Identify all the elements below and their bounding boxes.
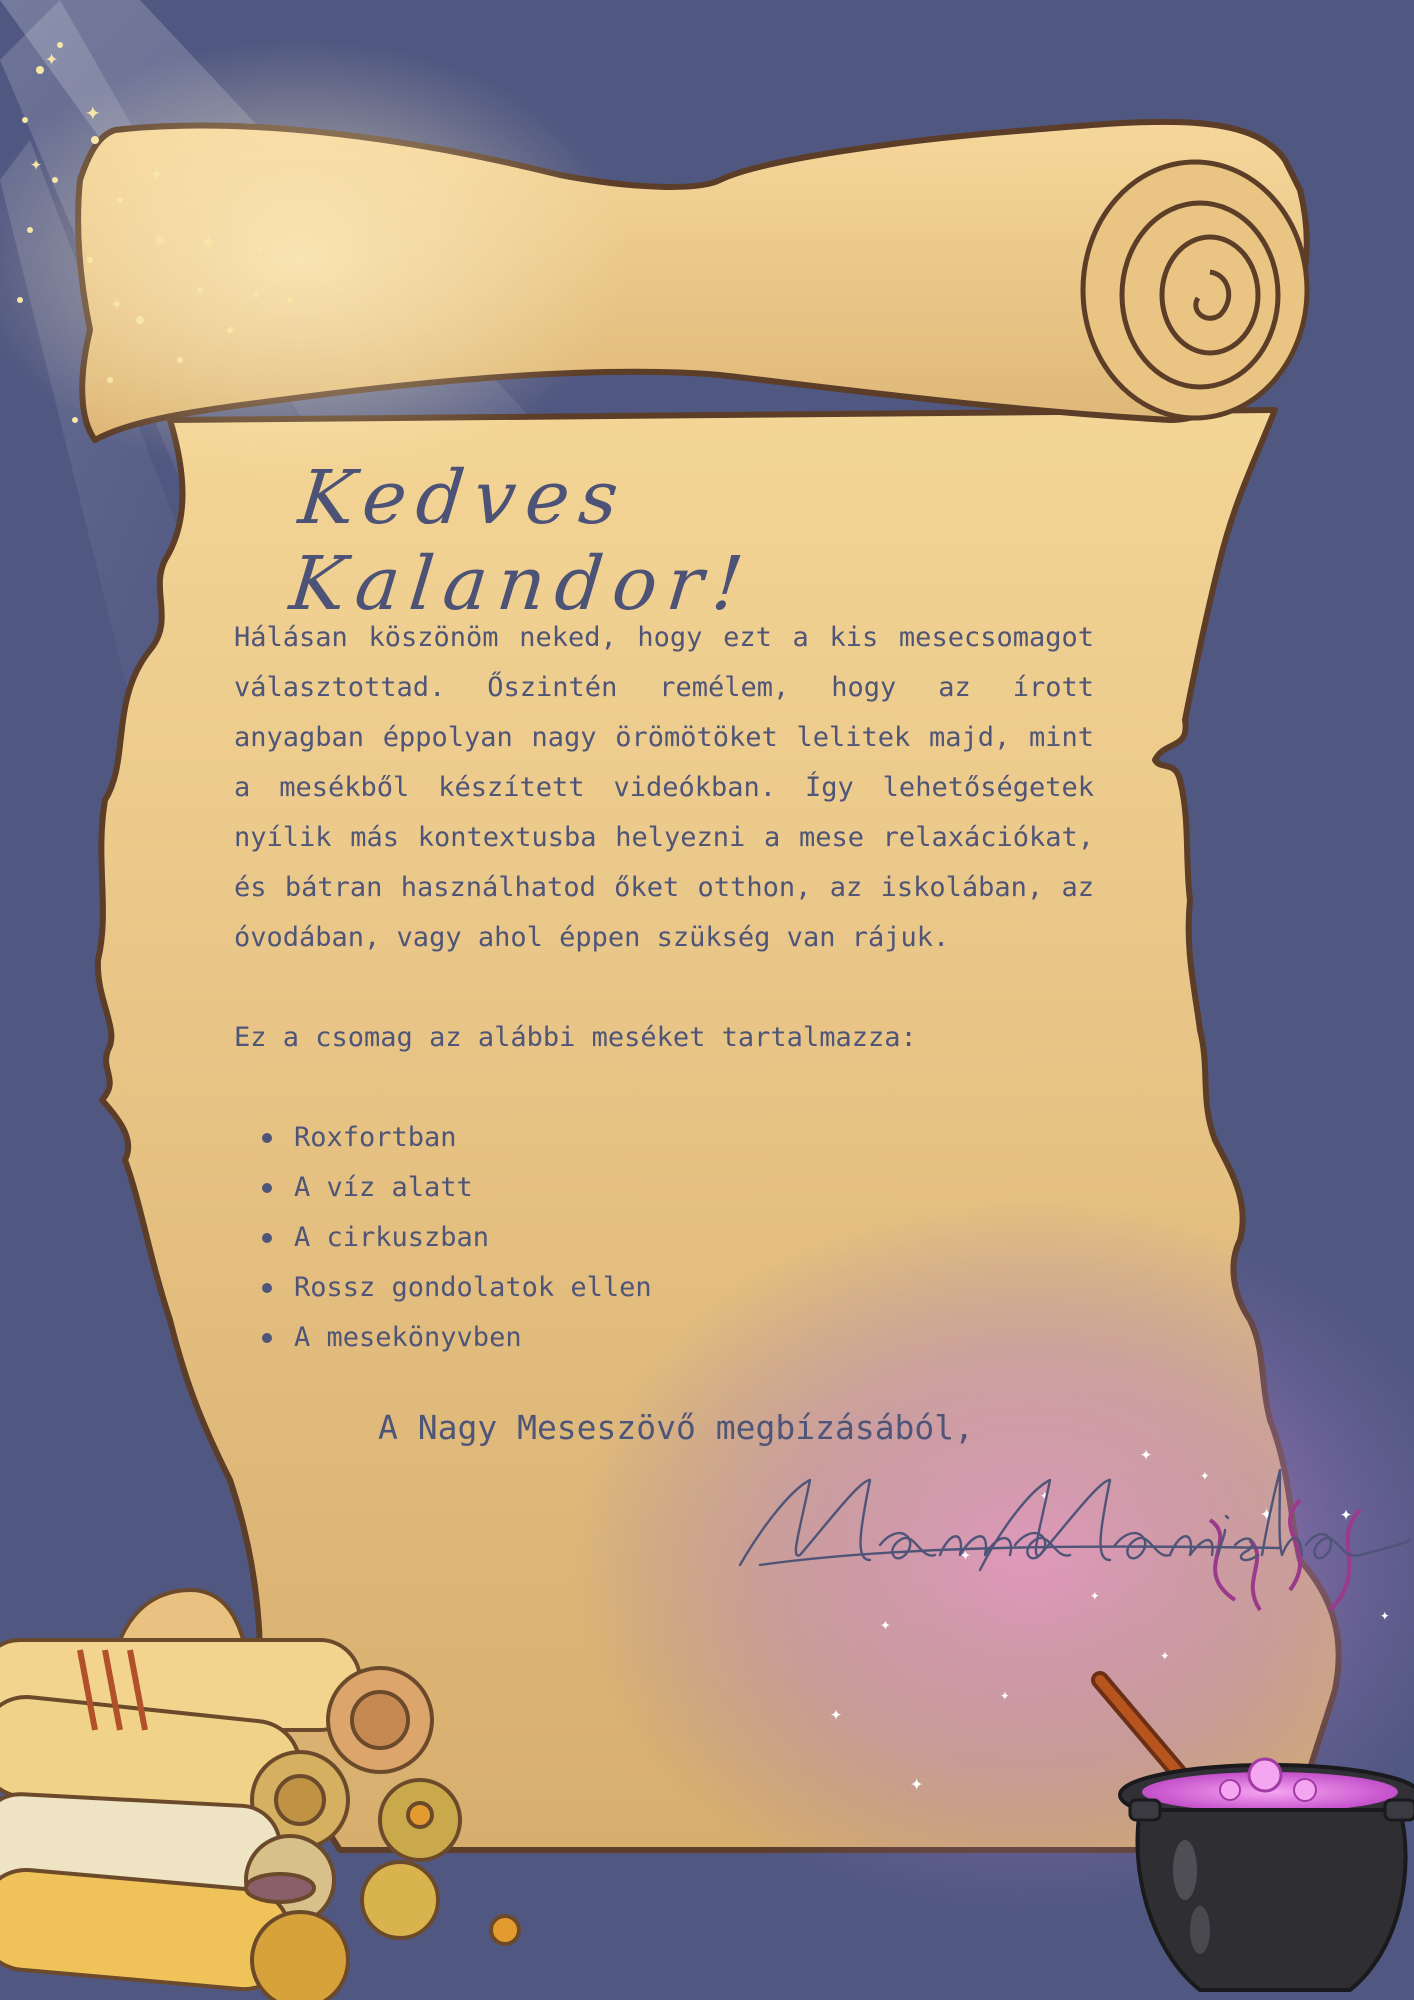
list-intro: Ez a csomag az alábbi meséket tartalmazza:	[234, 1022, 917, 1053]
tale-title: A cirkuszban	[294, 1222, 490, 1253]
svg-text:✦: ✦	[1000, 1685, 1010, 1704]
svg-text:✦: ✦	[30, 151, 43, 175]
svg-text:✦: ✦	[150, 161, 164, 186]
bullet-icon	[262, 1283, 272, 1293]
svg-text:✦: ✦	[1340, 1501, 1353, 1525]
tale-list	[234, 1113, 934, 1363]
svg-text:✦: ✦	[200, 224, 217, 257]
list-item	[234, 1213, 934, 1263]
svg-text:✦: ✦	[960, 1544, 971, 1565]
list-item	[234, 1163, 934, 1213]
list-item	[234, 1113, 934, 1163]
svg-text:✦: ✦	[45, 46, 59, 71]
svg-text:✦: ✦	[910, 1771, 924, 1796]
svg-text:✦: ✦	[250, 281, 263, 305]
bullet-icon	[262, 1333, 272, 1343]
greeting-heading: Kedves Kalandor!	[285, 455, 757, 627]
svg-text:✦: ✦	[85, 97, 101, 127]
bullet-icon	[262, 1183, 272, 1193]
svg-text:✦: ✦	[1140, 1441, 1153, 1465]
bullet-icon	[262, 1233, 272, 1243]
svg-text:✦: ✦	[830, 1701, 843, 1725]
intro-paragraph: Hálásan köszönöm neked, hogy ezt a kis mesecsomagot választottad. Őszintén remélem, hogy az írott anyagban éppolyan nagy örömötöket lelitek majd, mint a mesékből készített videókban. Így lehetőségetek nyílik más kontextusba helyezni a mese relaxációkat, és bátran használhatod őket otthon, az iskolában, az óvodában, vagy ahol éppen szükség van rájuk.	[234, 622, 1094, 953]
svg-text:✦: ✦	[1090, 1585, 1100, 1604]
svg-text:✦: ✦	[1040, 1485, 1050, 1504]
svg-text:✦: ✦	[1260, 1501, 1274, 1526]
list-item	[234, 1313, 934, 1363]
svg-text:✦: ✦	[110, 291, 124, 316]
tale-title: Roxfortban	[294, 1122, 457, 1153]
svg-text:✦: ✦	[1200, 1465, 1210, 1484]
svg-text:✦: ✦	[880, 1614, 891, 1635]
tale-title: A víz alatt	[294, 1172, 473, 1203]
svg-text:✦: ✦	[1380, 1605, 1390, 1624]
list-item	[234, 1263, 934, 1313]
svg-text:✦: ✦	[1160, 1645, 1170, 1664]
closing-line: A Nagy Meseszövő megbízásából,	[378, 1408, 975, 1447]
bullet-icon	[262, 1133, 272, 1143]
tale-title: A mesekönyvben	[294, 1322, 522, 1353]
tale-title: Rossz gondolatok ellen	[294, 1272, 652, 1303]
